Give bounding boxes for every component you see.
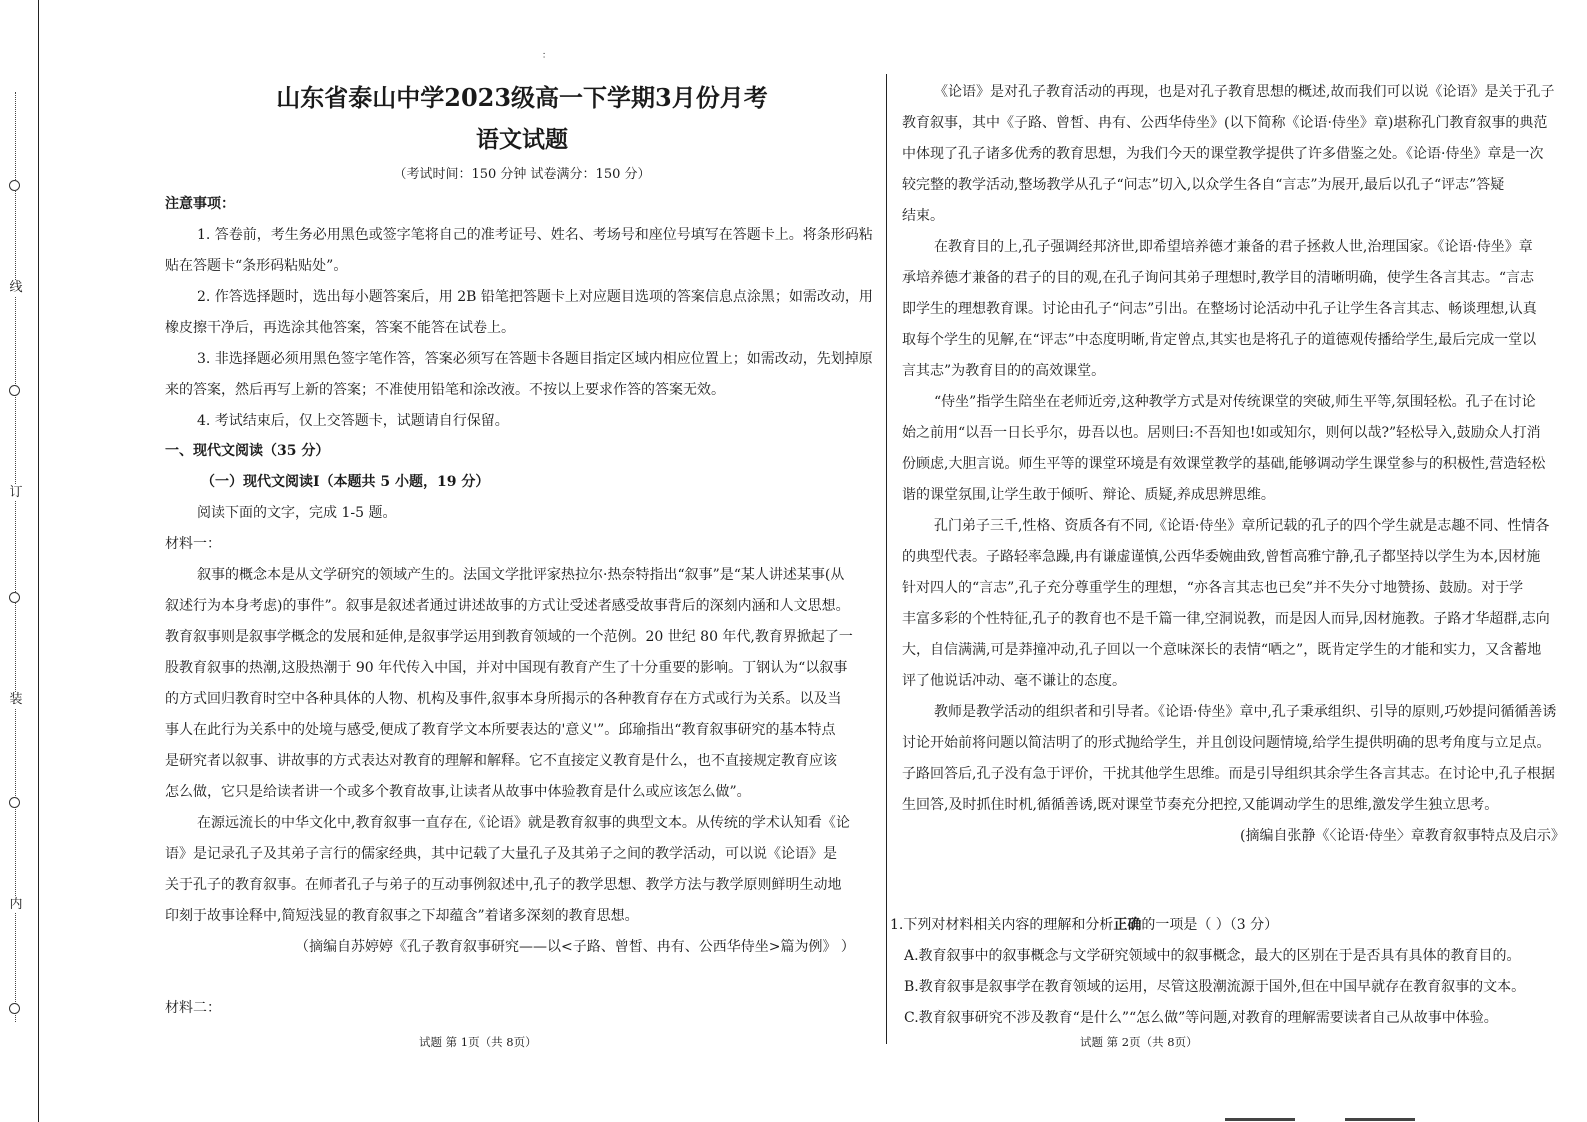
text-line: 教育叙事，其中《子路、曾皙、冉有、公西华侍坐》(以下简称《论语·侍坐》章)堪称孔门教育叙事的典范 bbox=[902, 115, 1548, 131]
material-source: （摘编自苏婷婷《孔子教育叙事研究——以<子路、曾皙、冉有、公西华侍坐>篇为例》 ） bbox=[295, 939, 855, 955]
binding-mark: 订 bbox=[9, 485, 23, 500]
binding-circle-icon bbox=[9, 1003, 20, 1014]
text-line: 中体现了孔子诸多优秀的教育思想，为我们今天的课堂教学提供了许多借鉴之处。《论语·侍坐》章是一次 bbox=[902, 146, 1544, 162]
binding-circle-icon bbox=[9, 797, 20, 808]
column-divider bbox=[886, 74, 887, 1044]
binding-circle-icon bbox=[9, 385, 20, 396]
binding-dotted-line bbox=[15, 92, 16, 1022]
text-line: 承培养德才兼备的君子的目的观,在孔子询问其弟子理想时,教学目的清晰明确，使学生各言其志。“言志 bbox=[902, 270, 1535, 286]
text-line: 言其志”为教育目的的高效课堂。 bbox=[902, 363, 1106, 379]
subsection-heading: （一）现代文阅读Ⅰ（本题共 5 小题，19 分） bbox=[201, 474, 490, 490]
text-line: 丰富多彩的个性特征,孔子的教育也不是千篇一律,空洞说教，而是因人而异,因材施教。子路才华超群,志向 bbox=[902, 611, 1550, 627]
bottom-edge-mark bbox=[1225, 1118, 1295, 1121]
text-line: 谐的课堂氛围,让学生敢于倾听、辩论、质疑,养成思辨思维。 bbox=[902, 487, 1275, 503]
section-heading: 一、现代文阅读（35 分） bbox=[165, 443, 330, 459]
notice-item: 1. 答卷前，考生务必用黑色或签字笔将自己的准考证号、姓名、考场号和座位号填写在答题卡上。将条形码粘 bbox=[197, 227, 873, 243]
binding-mark: 内 bbox=[9, 897, 23, 912]
notice-item: 橡皮擦干净后，再选涂其他答案，答案不能答在试卷上。 bbox=[165, 320, 515, 336]
binding-circle-icon bbox=[9, 180, 20, 191]
page-footer: 试题 第 2页（共 8页） bbox=[1080, 1035, 1198, 1049]
text-line: 讨论开始前将问题以简洁明了的形式抛给学生，并且创设问题情境,给学生提供明确的思考角度与立足点。 bbox=[902, 735, 1551, 751]
text-line: “侍坐”指学生陪坐在老师近旁,这种教学方式是对传统课堂的突破,师生平等,氛围轻松。孔子在讨论 bbox=[934, 394, 1536, 410]
option-b: B.教育叙事是叙事学在教育领域的运用，尽管这股潮流源于国外,但在中国早就存在教育叙事的文本。 bbox=[904, 979, 1526, 995]
question-stem-text: 1.下列对材料相关内容的理解和分析 bbox=[890, 917, 1114, 933]
text-line: 取每个学生的见解,在“评志”中态度明晰,肯定曾点,其实也是将孔子的道德观传播给学生,最后完成一堂以 bbox=[902, 332, 1537, 348]
text-line: 教师是教学活动的组织者和引导者。《论语·侍坐》章中,孔子秉承组织、引导的原则,巧妙提问循循善诱 bbox=[934, 704, 1557, 720]
option-c: C.教育叙事研究不涉及教育“是什么”“怎么做”等问题,对教育的理解需要读者自己从故事中体验。 bbox=[904, 1010, 1498, 1026]
option-a: A.教育叙事中的叙事概念与文学研究领域中的叙事概念，最大的区别在于是否具有具体的教育目的。 bbox=[904, 948, 1521, 964]
text-line: 是研究者以叙事、讲故事的方式表达对教育的理解和解释。它不直接定义教育是什么，也不直接规定教育应该 bbox=[165, 753, 837, 769]
notice-heading: 注意事项： bbox=[165, 196, 235, 212]
notice-item: 2. 作答选择题时，选出每小题答案后，用 2B 铅笔把答题卡上对应题目选项的答案信息点涂黑；如需改动，用 bbox=[197, 289, 873, 305]
text-line: 的典型代表。子路轻率急躁,冉有谦虚谨慎,公西华委婉曲致,曾皙高雅宁静,孔子都坚持以学生为本,因材施 bbox=[902, 549, 1541, 565]
text-line: 在教育目的上,孔子强调经邦济世,即希望培养德才兼备的君子拯救人世,治理国家。《论语·侍坐》章 bbox=[934, 239, 1533, 255]
material-source: (摘编自张静《〈论语·侍坐〉章教育叙事特点及启示》 bbox=[1240, 828, 1565, 844]
text-line: 大，自信满满,可是莽撞冲动,孔子回以一个意味深长的表情“哂之”，既肯定学生的才能和实力，又含蓄地 bbox=[902, 642, 1542, 658]
text-line: 结束。 bbox=[902, 208, 944, 224]
text-line: 的方式回归教育时空中各种具体的人物、机构及事件,叙事本身所揭示的各种教育存在方式或行为关系。以及当 bbox=[165, 691, 842, 707]
text-line: 印刻于故事诠释中,简短浅显的教育叙事之下却蕴含”着诸多深刻的教育思想。 bbox=[165, 908, 639, 924]
text-line: 较完整的教学活动,整场教学从孔子“问志”切入,以众学生各自“言志”为展开,最后以孔子“评志”答疑 bbox=[902, 177, 1505, 193]
question-stem bbox=[890, 915, 1278, 935]
binding-mark: 线 bbox=[9, 280, 23, 295]
text-line: 始之前用“以吾一日长乎尔，毋吾以也。居则曰:不吾知也!如或知尔，则何以哉?”轻松导入,鼓励众人打消 bbox=[902, 425, 1541, 441]
text-line: 生回答,及时抓住时机,循循善诱,既对课堂节奏充分把控,又能调动学生的思维,激发学生独立思考。 bbox=[902, 797, 1499, 813]
page-footer: 试题 第 1页（共 8页） bbox=[419, 1035, 537, 1049]
text-line: 在源远流长的中华文化中,教育叙事一直存在,《论语》就是教育叙事的典型文本。从传统的学术认知看《论 bbox=[197, 815, 850, 831]
text-line: 事人在此行为关系中的处境与感受,便成了教育学文本所要表达的'意义'”。邱瑜指出“教育叙事研究的基本特点 bbox=[165, 722, 836, 738]
text-line: 评了他说话冲动、毫不谦让的态度。 bbox=[902, 673, 1126, 689]
question-stem-emphasis: 正确 bbox=[1113, 917, 1142, 933]
exam-info: （考试时间：150 分钟 试卷满分：150 分） bbox=[393, 167, 651, 182]
notice-item: 贴在答题卡“条形码粘贴处”。 bbox=[165, 258, 348, 274]
binding-circle-icon bbox=[9, 592, 20, 603]
binding-margin bbox=[0, 0, 39, 1122]
text-line: 股教育叙事的热潮,这股热潮于 90 年代传入中国，并对中国现有教育产生了十分重要的影响。丁钢认为“以叙事 bbox=[165, 660, 848, 676]
text-line: 语》是记录孔子及其弟子言行的儒家经典，其中记载了大量孔子及其弟子之间的教学活动，可以说《论语》是 bbox=[165, 846, 837, 862]
text-line: 关于孔子的教育叙事。在师者孔子与弟子的互动事例叙述中,孔子的教学思想、教学方法与教学原则鲜明生动地 bbox=[165, 877, 842, 893]
top-tick: ： bbox=[542, 51, 552, 61]
notice-item: 4. 考试结束后，仅上交答题卡，试题请自行保留。 bbox=[197, 413, 509, 429]
instruction: 阅读下面的文字，完成 1-5 题。 bbox=[197, 505, 397, 521]
text-line: 怎么做，它只是给读者讲一个或多个教育故事,让读者从故事中体验教育是什么或应该怎么做”。 bbox=[165, 784, 751, 800]
material-label: 材料一： bbox=[165, 536, 221, 552]
text-line: 即学生的理想教育课。讨论由孔子“问志”引出。在整场讨论活动中孔子让学生各言其志、畅谈理想,认真 bbox=[902, 301, 1537, 317]
exam-title: 山东省泰山中学2023级高一下学期3月份月考 bbox=[276, 83, 768, 112]
text-line: 子路回答后,孔子没有急于评价，干扰其他学生思维。而是引导组织其余学生各言其志。在讨论中,孔子根据 bbox=[902, 766, 1555, 782]
binding-mark: 装 bbox=[9, 692, 23, 707]
text-line: 叙述行为本身考虑)的事件”。叙事是叙述者通过讲述故事的方式让受述者感受故事背后的深刻内涵和人文思想。 bbox=[165, 598, 850, 614]
exam-subject: 语文试题 bbox=[476, 126, 568, 153]
material-label: 材料二： bbox=[165, 1000, 221, 1016]
text-line: 份顾虑,大胆言说。师生平等的课堂环境是有效课堂教学的基础,能够调动学生课堂参与的积极性,营造轻松 bbox=[902, 456, 1546, 472]
notice-item: 来的答案，然后再写上新的答案；不准使用铅笔和涂改液。不按以上要求作答的答案无效。 bbox=[165, 382, 725, 398]
text-line: 《论语》是对孔子教育活动的再现，也是对孔子教育思想的概述,故而我们可以说《论语》是关于孔子 bbox=[934, 84, 1555, 100]
text-line: 叙事的概念本是从文学研究的领域产生的。法国文学批评家热拉尔·热奈特指出“叙事”是“某人讲述某事(从 bbox=[197, 567, 845, 583]
text-line: 孔门弟子三千,性格、资质各有不同,《论语·侍坐》章所记载的孔子的四个学生就是志趣不同、性情各 bbox=[934, 518, 1550, 534]
text-line: 教育叙事则是叙事学概念的发展和延伸,是叙事学运用到教育领域的一个范例。20 世纪 80 年代,教育界掀起了一 bbox=[165, 629, 853, 645]
notice-item: 3. 非选择题必须用黑色签字笔作答，答案必须写在答题卡各题目指定区域内相应位置上；如需改动，先划掉原 bbox=[197, 351, 873, 367]
bottom-edge-mark bbox=[1345, 1118, 1415, 1121]
text-line: 针对四人的“言志”,孔子充分尊重学生的理想，“亦各言其志也已矣”并不失分寸地赞扬、鼓励。对于学 bbox=[902, 580, 1524, 596]
question-stem-text: 的一项是（ ）（3 分） bbox=[1141, 917, 1279, 933]
